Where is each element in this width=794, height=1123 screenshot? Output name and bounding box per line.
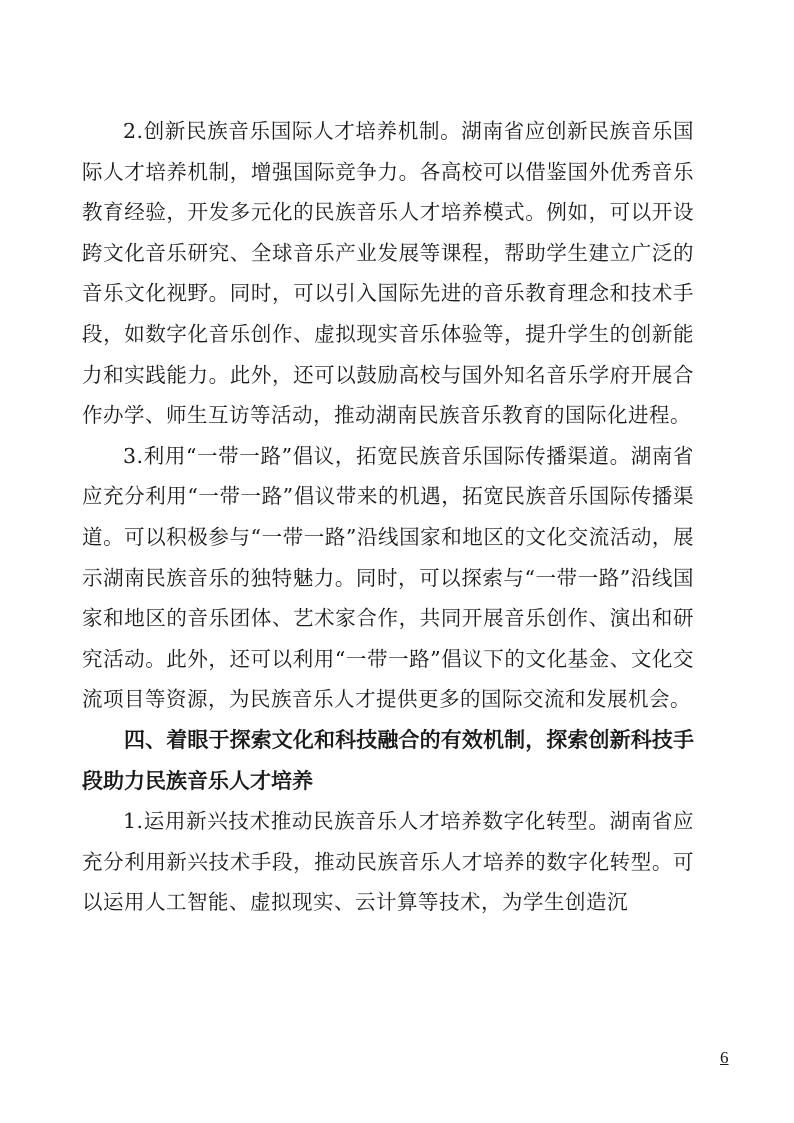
- paragraph-talent-mechanism: 2.创新民族音乐国际人才培养机制。湖南省应创新民族音乐国际人才培养机制，增强国际竞争力。各高校可以借鉴国外优秀音乐教育经验，开发多元化的民族音乐人才培养模式。例如，可以开设跨文化音乐研究、全球音乐产业发展等课程，帮助学生建立广泛的音乐文化视野。同时，可以引入国际先进的音乐教育理念和技术手段，如数字化音乐创作、虚拟现实音乐体验等，提升学生的创新能力和实践能力。此外，还可以鼓励高校与国外知名音乐学府开展合作办学、师生互访等活动，推动湖南民族音乐教育的国际化进程。: [82, 119, 694, 428]
- page-content: [82, 111, 694, 923]
- paragraph-belt-and-road: 3.利用“一带一路”倡议，拓宽民族音乐国际传播渠道。湖南省应充分利用“一带一路”倡议带来的机遇，拓宽民族音乐国际传播渠道。可以积极参与“一带一路”沿线国家和地区的文化交流活动，展示湖南民族音乐的独特魅力。同时，可以探索与“一带一路”沿线国家和地区的音乐团体、艺术家合作，共同开展音乐创作、演出和研究活动。此外，还可以利用“一带一路”倡议下的文化基金、文化交流项目等资源，为民族音乐人才提供更多的国际交流和发展机会。: [82, 443, 694, 712]
- paragraph-digital-transformation: 1.运用新兴技术推动民族音乐人才培养数字化转型。湖南省应充分利用新兴技术手段，推动民族音乐人才培养的数字化转型。可以运用人工智能、虚拟现实、云计算等技术，为学生创造沉: [82, 809, 694, 915]
- section-heading: 四、着眼于探索文化和科技融合的有效机制，探索创新科技手段助力民族音乐人才培养: [82, 727, 694, 793]
- page-number: 6: [720, 1048, 729, 1067]
